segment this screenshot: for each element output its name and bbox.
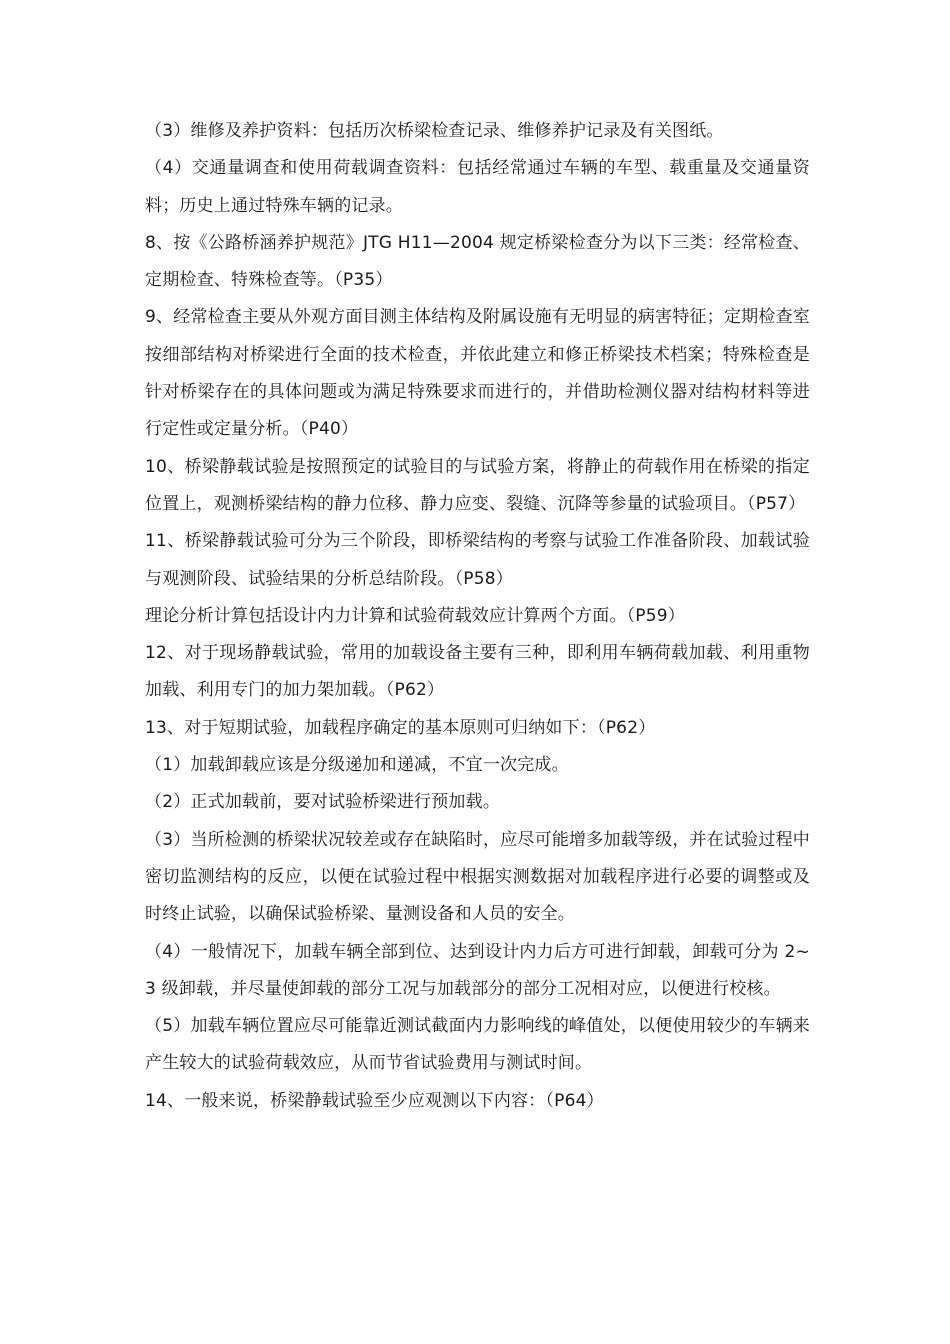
paragraph-theory-calculation: 理论分析计算包括设计内力计算和试验荷载效应计算两个方面。（P59） (145, 605, 685, 626)
paragraph-loading-principle-5: （5）加载车辆位置应尽可能靠近测试截面内力影响线的峰值处，以便使用较少的车辆来产生较大的试验荷载效应，从而节省试验费用与测试时间。 (145, 1016, 810, 1074)
paragraph-item-10: 10、桥梁静载试验是按照预定的试验目的与试验方案，将静止的荷载作用在桥梁的指定位置上，观测桥梁结构的静力位移、静力应变、裂缝、沉降等参量的试验项目。（P57） (145, 456, 810, 514)
paragraph-item-13: 13、对于短期试验，加载程序确定的基本原则可归纳如下：（P62） (145, 717, 656, 738)
paragraph-item-14: 14、一般来说，桥梁静载试验至少应观测以下内容：（P64） (145, 1090, 604, 1111)
paragraph-loading-principle-1: （1）加载卸载应该是分级递加和递减，不宜一次完成。 (145, 755, 569, 776)
paragraph-item-11: 11、桥梁静载试验可分为三个阶段，即桥梁结构的考察与试验工作准备阶段、加载试验与观测阶段、试验结果的分析总结阶段。（P58） (145, 531, 810, 589)
paragraph-traffic-survey: （4）交通量调查和使用荷载调查资料：包括经常通过车辆的车型、载重量及交通量资料；历史上通过特殊车辆的记录。 (145, 158, 810, 216)
paragraph-item-9: 9、经常检查主要从外观方面目测主体结构及附属设施有无明显的病害特征；定期检查室按细部结构对桥梁进行全面的技术检查，并依此建立和修正桥梁技术档案；特殊检查是针对桥梁存在的具体问题或为满足特殊要求而进行的，并借助检测仪器对结构材料等进行定性或定量分析。（P40） (145, 307, 810, 440)
paragraph-item-12: 12、对于现场静载试验，常用的加载设备主要有三种，即利用车辆荷载加载、利用重物加载、利用专门的加力架加载。（P62） (145, 643, 810, 701)
paragraph-loading-principle-2: （2）正式加载前，要对试验桥梁进行预加载。 (145, 792, 501, 813)
paragraph-loading-principle-3: （3）当所检测的桥梁状况较差或存在缺陷时，应尽可能增多加载等级，并在试验过程中密切监测结构的反应，以便在试验过程中根据实测数据对加载程序进行必要的调整或及时终止试验，以确保试验桥梁、量测设备和人员的安全。 (145, 829, 810, 925)
paragraph-loading-principle-4: （4）一般情况下，加载车辆全部到位、达到设计内力后方可进行卸载，卸载可分为 2~3 级卸载，并尽量使卸载的部分工况与加载部分的部分工况相对应，以便进行校核。 (145, 941, 810, 999)
document-body (145, 113, 810, 1120)
paragraph-item-8: 8、按《公路桥涵养护规范》JTG H11—2004 规定桥梁检查分为以下三类：经常检查、定期检查、特殊检查等。（P35） (145, 232, 810, 291)
paragraph-maintenance-records: （3）维修及养护资料：包括历次桥梁检查记录、维修养护记录及有关图纸。 (145, 121, 724, 141)
